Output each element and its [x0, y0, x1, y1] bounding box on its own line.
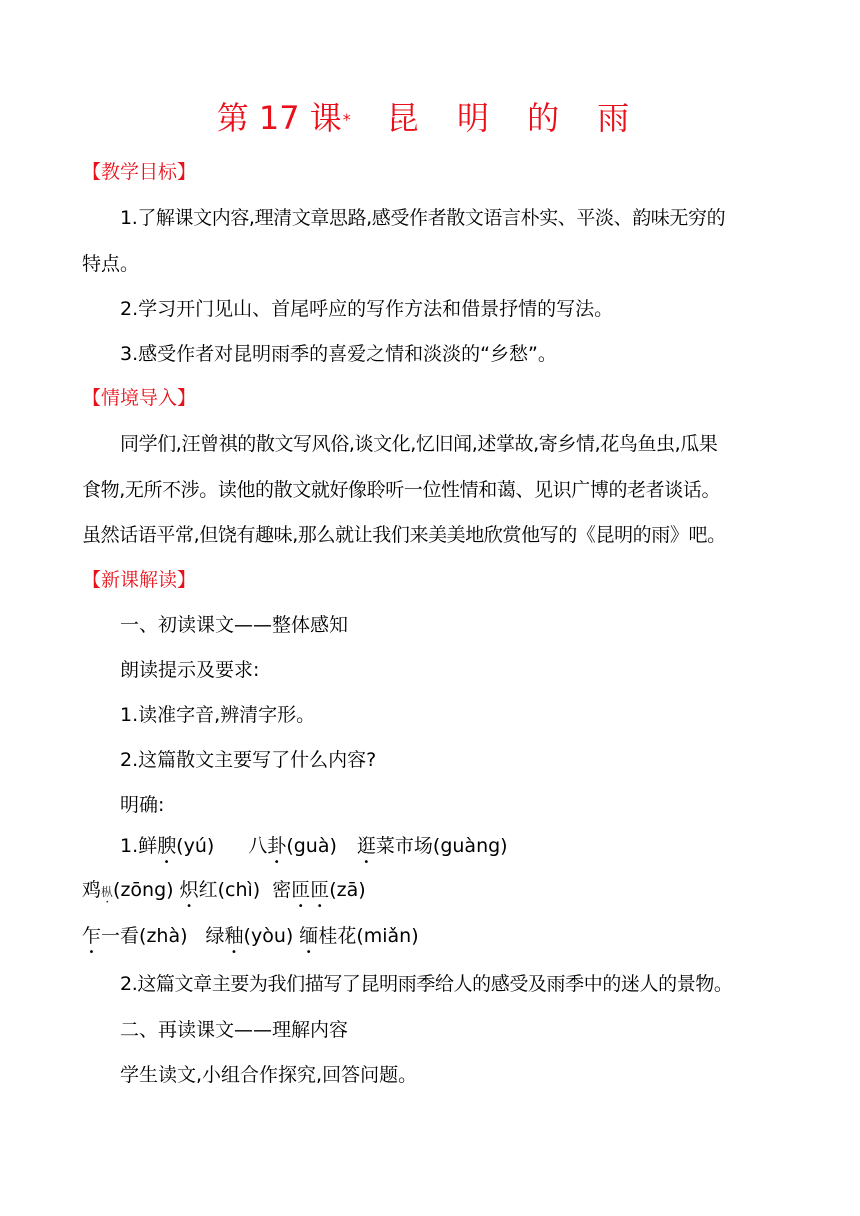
- goals-heading: 【教学目标】: [82, 161, 197, 183]
- vocab-char-mian: 缅: [299, 925, 319, 947]
- intro-line-1: 同学们,汪曾祺的散文写风俗,谈文化,忆旧闻,述掌故,寄乡情,花鸟鱼虫,瓜果: [120, 433, 718, 455]
- vocab-char-guang: 逛: [356, 835, 376, 857]
- vocab-char-zong: 枞: [101, 885, 114, 899]
- vocab-char-zha: 乍: [82, 925, 102, 947]
- vocab-char-chi: 炽: [179, 879, 199, 901]
- student-activity: 学生读文,小组合作探究,回答问题。: [120, 1064, 418, 1086]
- goal-1-line-1: 1.了解课文内容,理清文章思路,感受作者散文语言朴实、平淡、韵味无穷的: [120, 207, 726, 229]
- lesson-name: 昆 明 的 雨: [386, 99, 644, 137]
- requirement-2: 2.这篇散文主要写了什么内容?: [120, 749, 377, 771]
- vocab-row-2: 鸡枞(zōng) 炽红(chì) 密匝匝(zā): [82, 879, 366, 901]
- vocab-char-yu: 腴: [157, 835, 177, 857]
- answer-2: 2.这篇文章主要为我们描写了昆明雨季给人的感受及雨季中的迷人的景物。: [120, 973, 733, 995]
- vocab-char-za: 匝匝: [291, 879, 330, 901]
- requirement-1: 1.读准字音,辨清字形。: [120, 704, 316, 726]
- reading-tip: 朗读提示及要求:: [120, 659, 260, 681]
- lesson-number: 第 17 课: [216, 99, 342, 137]
- goal-1-line-2: 特点。: [82, 253, 140, 275]
- vocab-char-you: 釉: [224, 925, 244, 947]
- part-1-heading: 一、初读课文——整体感知: [120, 614, 349, 636]
- intro-line-3: 虽然话语平常,但饶有趣味,那么就让我们来美美地欣赏他写的《昆明的雨》吧。: [82, 524, 726, 546]
- optional-lesson-mark: *: [342, 110, 351, 129]
- intro-line-2: 食物,无所不涉。读他的散文就好像聆听一位性情和蔼、见识广博的老者谈话。: [82, 479, 721, 501]
- new-lesson-heading: 【新课解读】: [82, 569, 197, 591]
- goal-3: 3.感受作者对昆明雨季的喜爱之情和淡淡的“乡愁”。: [120, 343, 557, 365]
- intro-heading: 【情境导入】: [82, 387, 197, 409]
- clarify-label: 明确:: [120, 794, 165, 816]
- vocab-row-1: 1.鲜腴(yú) 八卦(guà) 逛菜市场(guàng): [120, 835, 508, 857]
- part-2-heading: 二、再读课文——理解内容: [120, 1019, 349, 1041]
- vocab-char-gua: 卦: [267, 835, 287, 857]
- lesson-title: [0, 96, 860, 140]
- goal-2: 2.学习开门见山、首尾呼应的写作方法和借景抒情的写法。: [120, 298, 614, 320]
- vocab-row-3: 乍一看(zhà) 绿釉(yòu) 缅桂花(miǎn): [82, 925, 419, 947]
